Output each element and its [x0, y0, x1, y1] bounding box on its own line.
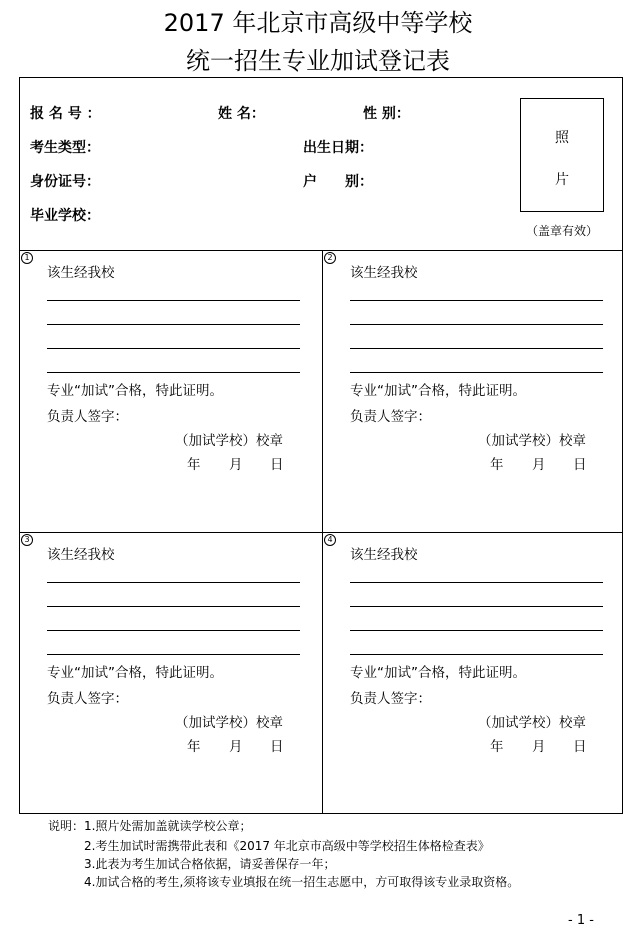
photo-char-1: 照	[555, 130, 569, 146]
qualified-statement: 专业“加试”合格，特此证明。	[47, 383, 223, 399]
blank-line	[47, 630, 300, 631]
cell-heading: 该生经我校	[47, 547, 115, 563]
cell-heading: 该生经我校	[47, 265, 115, 281]
date-year: 年	[187, 457, 201, 473]
cell-heading: 该生经我校	[350, 265, 418, 281]
certification-cell-3	[20, 533, 322, 814]
blank-line	[47, 372, 300, 373]
blank-line	[47, 300, 300, 301]
date-year: 年	[490, 739, 504, 755]
signer-label: 负责人签字：	[47, 409, 128, 425]
signer-label: 负责人签字：	[350, 691, 431, 707]
date-year: 年	[187, 739, 201, 755]
note-4: 4.加试合格的考生,须将该专业填报在统一招生志愿中，方可取得该专业录取资格。	[84, 875, 520, 889]
registration-form	[19, 77, 623, 814]
qualified-statement: 专业“加试”合格，特此证明。	[350, 665, 526, 681]
household-type-label: 户 别：	[303, 174, 373, 190]
date-year: 年	[490, 457, 504, 473]
blank-line	[47, 348, 300, 349]
certification-cell-4	[323, 533, 625, 814]
date-day: 日	[573, 739, 587, 755]
title-line-1: 2017 年北京市高级中等学校	[163, 9, 473, 37]
note-1: 说明：1.照片处需加盖就读学校公章；	[48, 819, 252, 833]
photo-stamp-note: （盖章有效）	[525, 224, 598, 238]
blank-line	[350, 606, 603, 607]
date-month: 月	[229, 739, 243, 755]
signer-label: 负责人签字：	[350, 409, 431, 425]
blank-line	[350, 300, 603, 301]
date-month: 月	[229, 457, 243, 473]
date-day: 日	[270, 457, 284, 473]
name-label: 姓 名：	[218, 106, 265, 122]
photo-box	[520, 98, 604, 212]
school-stamp-label: （加试学校）校章	[478, 433, 586, 449]
blank-line	[350, 372, 603, 373]
title-line-2: 统一招生专业加试登记表	[186, 47, 450, 75]
blank-line	[350, 324, 603, 325]
cell-number-3: 3	[21, 534, 33, 546]
date-month: 月	[532, 739, 546, 755]
blank-line	[47, 582, 300, 583]
blank-line	[350, 348, 603, 349]
blank-line	[350, 654, 603, 655]
blank-line	[47, 606, 300, 607]
school-stamp-label: （加试学校）校章	[175, 433, 283, 449]
photo-char-2: 片	[555, 172, 569, 188]
blank-line	[350, 582, 603, 583]
qualified-statement: 专业“加试”合格，特此证明。	[350, 383, 526, 399]
id-number-label: 身份证号：	[30, 174, 100, 190]
qualified-statement: 专业“加试”合格，特此证明。	[47, 665, 223, 681]
certification-cell-1	[20, 251, 322, 532]
blank-line	[350, 630, 603, 631]
candidate-type-label: 考生类型：	[30, 140, 100, 156]
gender-label: 性 别：	[363, 106, 410, 122]
cell-number-2: 2	[324, 252, 336, 264]
blank-line	[47, 654, 300, 655]
cell-number-1: 1	[21, 252, 33, 264]
note-3: 3.此表为考生加试合格依据，请妥善保存一年；	[84, 857, 336, 871]
cell-heading: 该生经我校	[350, 547, 418, 563]
school-stamp-label: （加试学校）校章	[478, 715, 586, 731]
blank-line	[47, 324, 300, 325]
date-month: 月	[532, 457, 546, 473]
registration-number-label: 报 名 号 ：	[30, 106, 101, 122]
graduation-school-label: 毕业学校：	[30, 208, 100, 224]
date-day: 日	[270, 739, 284, 755]
cell-number-4: 4	[324, 534, 336, 546]
note-2: 2.考生加试时需携带此表和《2017 年北京市高级中等学校招生体格检查表》	[84, 839, 490, 853]
signer-label: 负责人签字：	[47, 691, 128, 707]
school-stamp-label: （加试学校）校章	[175, 715, 283, 731]
certification-cell-2	[323, 251, 625, 532]
page-number: - 1 -	[568, 913, 594, 928]
date-day: 日	[573, 457, 587, 473]
birth-date-label: 出生日期：	[303, 140, 373, 156]
